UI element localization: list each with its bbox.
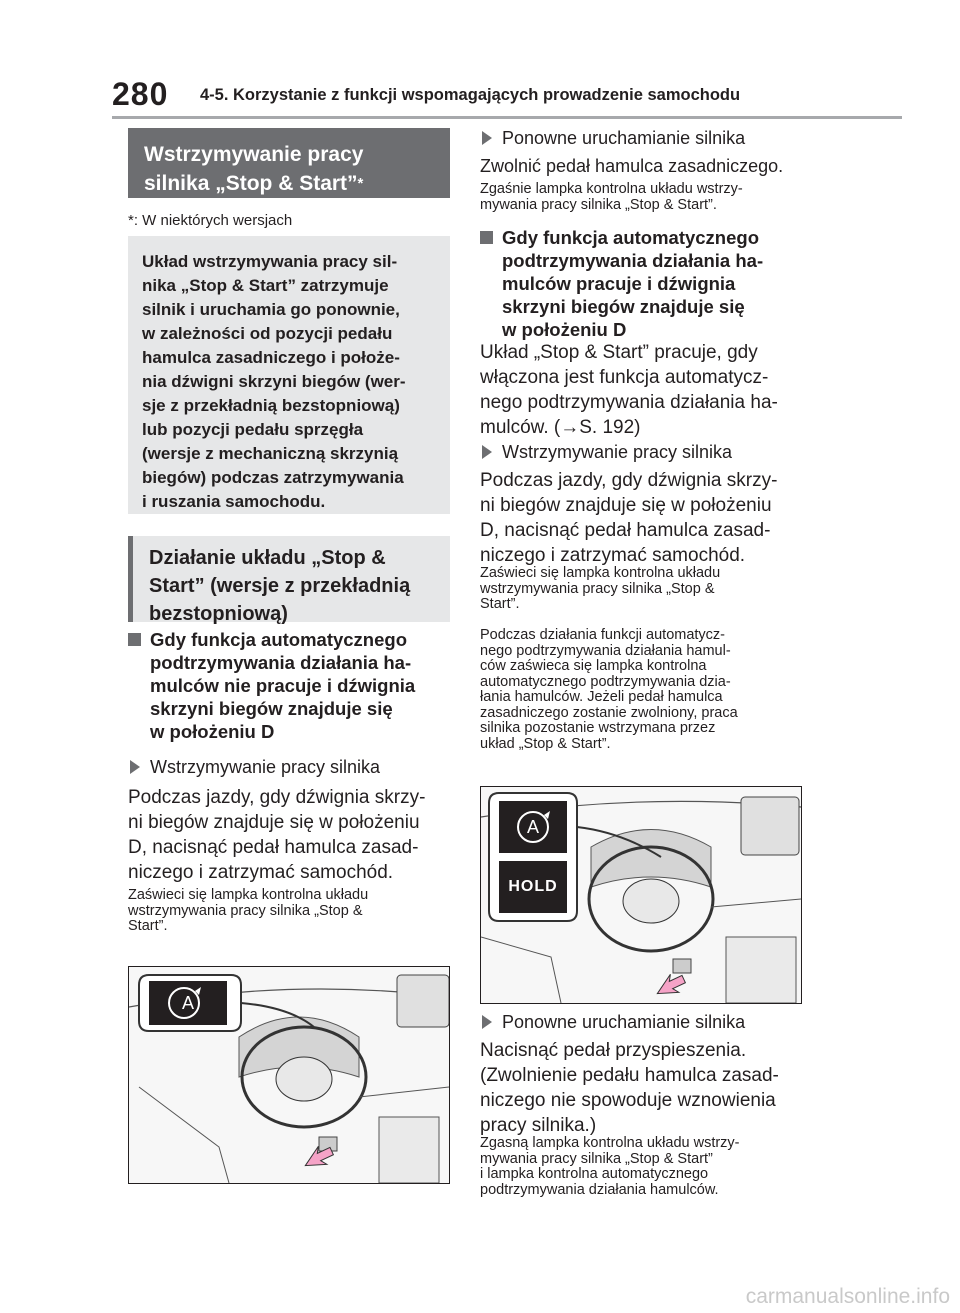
figure-dashboard-stop <box>128 966 450 1184</box>
intro-line: (wersje z mechaniczną skrzynią <box>142 444 399 463</box>
step-stop-engine-2: Wstrzymywanie pracy silnika <box>480 440 824 464</box>
restart-body: Zwolnić pedał hamulca zasadniczego. <box>480 156 784 176</box>
figure-dashboard-hold <box>480 786 802 1004</box>
intro-line: i ruszania samochodu. <box>142 492 326 511</box>
step-restart: Ponowne uruchamianie silnika <box>480 126 824 150</box>
step-restart-2-body: Nacisnąć pedał przyspieszenia. (Zwolnienie pedału hamulca zasad- niczego nie spowoduje wznowienia pracy silnika.) <box>480 1040 779 1136</box>
page-number: 280 <box>112 76 169 112</box>
triangle-bullet-icon <box>482 131 492 145</box>
watermark: carmanualsonline.info <box>745 1285 950 1308</box>
a-icon-letter: A <box>181 993 194 1013</box>
step-restart-2: Ponowne uruchamianie silnika <box>480 1010 824 1034</box>
section-title-line2: silnika „Stop & Start”* <box>144 172 364 195</box>
section2-line: Start” (wersje z przekładnią <box>149 575 411 597</box>
step-stop-engine-2-note: Zaświeci się lampka kontrolna układu wstrzymywania pracy silnika „Stop & Start”. <box>480 565 721 612</box>
footnote: *: W niektórych wersjach <box>128 212 293 229</box>
intro-line: nia dźwigni skrzyni biegów (wer- <box>142 372 406 391</box>
hold-icon-label: HOLD <box>508 878 558 895</box>
triangle-bullet-icon <box>482 1015 492 1029</box>
intro-line: w zależności od pozycji pedału <box>142 324 393 343</box>
intro-line: hamulca zasadniczego i położe- <box>142 348 400 367</box>
triangle-bullet-icon <box>482 445 492 459</box>
hold-lamp-note: Podczas działania funkcji automatycz- nego podtrzymywania działania hamul- ców zaświeca się lampka kontrolna automatycznego podtrzymywania dzia- łania hamulców. Jeżeli pedał hamulca zasadniczego zostanie zwolniony, praca silnika pozostanie wstrzymana przez układ „Stop & Start”. <box>480 627 738 752</box>
hold-body: Układ „Stop & Start” pracuje, gdy włączona jest funkcja automatycz- nego podtrzymywania działania ha- mulców. (→S. 192) <box>480 342 778 438</box>
chapter-title: 4-5. Korzystanie z funkcji wspomagających prowadzenie samochodu <box>200 86 741 104</box>
section-title-2 <box>128 536 450 625</box>
square-bullet-icon <box>480 231 493 244</box>
square-bullet-icon <box>128 633 141 646</box>
step-stop-engine-2-body: Podczas jazdy, gdy dźwignia skrzy- ni biegów znajduje się w położeniu D, nacisnąć pedał hamulca zasad- niczego i zatrzymać samochód. <box>480 470 778 566</box>
header-divider <box>112 116 902 119</box>
triangle-bullet-icon <box>130 760 140 774</box>
step-restart-2-note: Zgasną lampka kontrolna układu wstrzy- mywania pracy silnika „Stop & Start” i lampka kontrolna automatycznego podtrzymywania działania hamulców. <box>480 1135 740 1198</box>
intro-line: biegów) podczas zatrzymywania <box>142 468 404 487</box>
section2-line: Działanie układu „Stop & <box>149 547 386 569</box>
restart-note: Zgaśnie lampka kontrolna układu wstrzy- mywania pracy silnika „Stop & Start”. <box>480 181 743 213</box>
intro-box <box>128 236 450 514</box>
section2-line: bezstopniową) <box>149 603 288 625</box>
subheading-no-hold: Gdy funkcja automatycznego podtrzymywania działania ha- mulców nie pracuje i dźwignia skrzyni biegów znajduje się w położeniu D <box>128 628 472 743</box>
intro-line: sje z przekładnią bezstopniową) <box>142 396 400 415</box>
step-stop-engine-note: Zaświeci się lampka kontrolna układu wstrzymywania pracy silnika „Stop & Start”. <box>128 887 369 934</box>
a-icon-letter: A <box>526 817 539 837</box>
step-stop-engine-body: Podczas jazdy, gdy dźwignia skrzy- ni biegów znajduje się w położeniu D, nacisnąć pedał hamulca zasad- niczego i zatrzymać samochód. <box>128 787 426 883</box>
intro-line: silnik i uruchamia go ponownie, <box>142 300 400 319</box>
subheading-hold: Gdy funkcja automatycznego podtrzymywania działania ha- mulców pracuje i dźwignia skrzyni biegów znajduje się w położeniu D <box>480 226 824 341</box>
intro-line: Układ wstrzymywania pracy sil- <box>142 252 398 271</box>
step-stop-engine: Wstrzymywanie pracy silnika <box>128 755 472 779</box>
intro-line: lub pozycji pedału sprzęgła <box>142 420 364 439</box>
section-title <box>128 128 450 198</box>
intro-line: nika „Stop & Start” zatrzymuje <box>142 276 389 295</box>
section-title-line1: Wstrzymywanie pracy <box>144 143 364 166</box>
